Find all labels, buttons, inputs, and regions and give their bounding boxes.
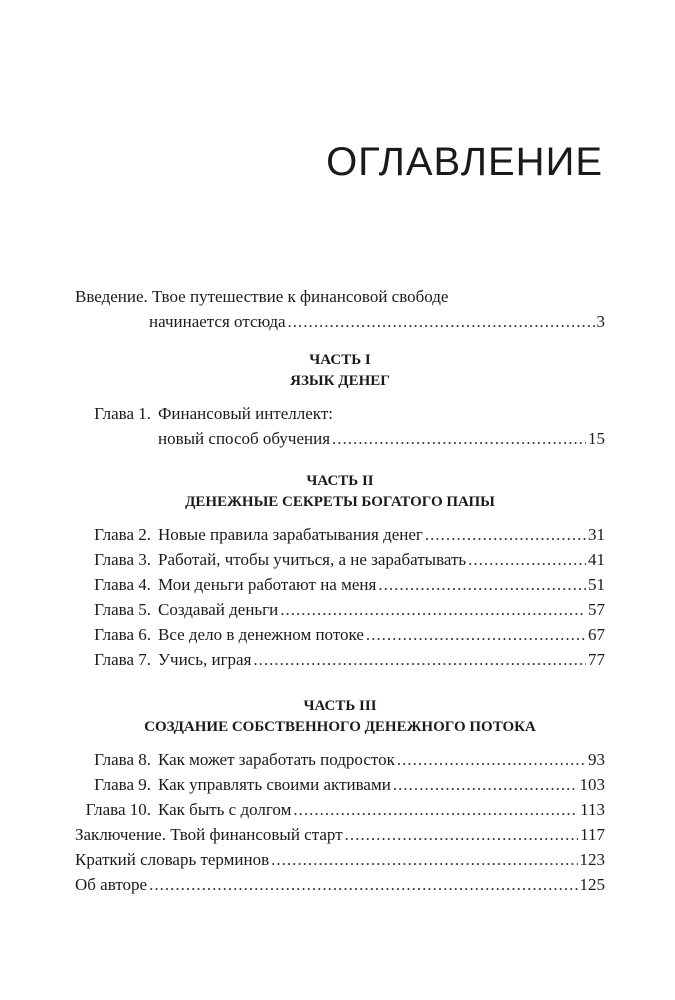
- dot-leader: [293, 797, 578, 822]
- page-number: 103: [579, 775, 605, 794]
- toc-entry-chapter-3[interactable]: [75, 547, 605, 572]
- page-number: 15: [588, 429, 605, 448]
- toc-entry-chapter-9[interactable]: [75, 772, 605, 797]
- dot-leader: [332, 426, 586, 451]
- dot-leader: [149, 872, 577, 897]
- part-heading: ЧАСТЬ II: [306, 473, 374, 489]
- toc-entry-chapter-1[interactable]: [75, 401, 605, 451]
- table-of-contents: [75, 284, 605, 897]
- toc-entry-chapter-2[interactable]: [75, 522, 605, 547]
- toc-entry-chapter-6[interactable]: [75, 622, 605, 647]
- part-title: ЯЗЫК ДЕНЕГ: [290, 373, 390, 389]
- toc-entry-chapter-7[interactable]: [75, 647, 605, 672]
- page-number: 57: [588, 600, 605, 619]
- part-title: ДЕНЕЖНЫЕ СЕКРЕТЫ БОГАТОГО ПАПЫ: [185, 494, 495, 510]
- page-number: 3: [596, 312, 605, 331]
- chapter-label: Глава 1.: [94, 404, 151, 423]
- chapter-label: Глава 5.: [94, 600, 151, 619]
- dot-leader: [366, 622, 586, 647]
- dot-leader: [397, 747, 586, 772]
- page-number: 51: [588, 575, 605, 594]
- chapter-label: Глава 3.: [94, 550, 151, 569]
- entry-title: Как может заработать подросток: [158, 750, 395, 769]
- entry-title-line1: Введение. Твое путешествие к финансовой свободе: [75, 287, 449, 306]
- entry-title: Мои деньги работают на меня: [158, 575, 377, 594]
- entry-title: Как быть с долгом: [158, 800, 292, 819]
- entry-title: Как управлять своими активами: [158, 775, 391, 794]
- chapter-label: Глава 8.: [94, 750, 151, 769]
- chapter-label: Глава 9.: [94, 775, 151, 794]
- entry-title: новый способ обучения: [158, 429, 331, 448]
- dot-leader: [378, 572, 586, 597]
- page-number: 117: [580, 825, 605, 844]
- page-number: 125: [579, 875, 605, 894]
- page-number: 67: [588, 625, 605, 644]
- chapter-label: Глава 4.: [94, 575, 151, 594]
- entry-title: Новые правила зарабатывания денег: [158, 525, 423, 544]
- chapter-label: Глава 2.: [94, 525, 151, 544]
- dot-leader: [253, 647, 586, 672]
- toc-entry-chapter-10[interactable]: [75, 797, 605, 822]
- entry-title: Все дело в денежном потоке: [158, 625, 364, 644]
- dot-leader: [271, 847, 577, 872]
- entry-title: Об авторе: [75, 875, 148, 894]
- entry-title: Создавай деньги: [158, 600, 279, 619]
- toc-entry-introduction[interactable]: [75, 284, 605, 334]
- part-heading: ЧАСТЬ I: [309, 352, 371, 368]
- dot-leader: [345, 822, 579, 847]
- entry-title-line1: Финансовый интеллект:: [158, 404, 333, 423]
- entry-title: начинается отсюда: [149, 312, 286, 331]
- toc-entry-about-author[interactable]: [75, 872, 605, 897]
- toc-entry-chapter-8[interactable]: [75, 747, 605, 772]
- dot-leader: [393, 772, 578, 797]
- page-number: 31: [588, 525, 605, 544]
- page-number: 123: [579, 850, 605, 869]
- toc-entry-chapter-4[interactable]: [75, 572, 605, 597]
- chapter-label: Глава 7.: [94, 650, 151, 669]
- toc-entry-glossary[interactable]: [75, 847, 605, 872]
- entry-title: Работай, чтобы учиться, а не зарабатывать: [158, 550, 467, 569]
- dot-leader: [280, 597, 586, 622]
- entry-title: Учись, играя: [158, 650, 252, 669]
- chapter-label: Глава 10.: [85, 800, 151, 819]
- page-number: 93: [588, 750, 605, 769]
- part-title: СОЗДАНИЕ СОБСТВЕННОГО ДЕНЕЖНОГО ПОТОКА: [144, 719, 536, 735]
- dot-leader: [425, 522, 586, 547]
- page-number: 113: [580, 800, 605, 819]
- page-number: 41: [588, 550, 605, 569]
- part-heading: ЧАСТЬ III: [303, 698, 377, 714]
- chapter-label: Глава 6.: [94, 625, 151, 644]
- dot-leader: [468, 547, 586, 572]
- page-number: 77: [588, 650, 605, 669]
- dot-leader: [288, 309, 595, 334]
- toc-entry-conclusion[interactable]: [75, 822, 605, 847]
- entry-title: Краткий словарь терминов: [75, 850, 270, 869]
- entry-title: Заключение. Твой финансовый старт: [75, 825, 343, 844]
- page-title: ОГЛАВЛЕНИЕ: [326, 140, 603, 184]
- toc-entry-chapter-5[interactable]: [75, 597, 605, 622]
